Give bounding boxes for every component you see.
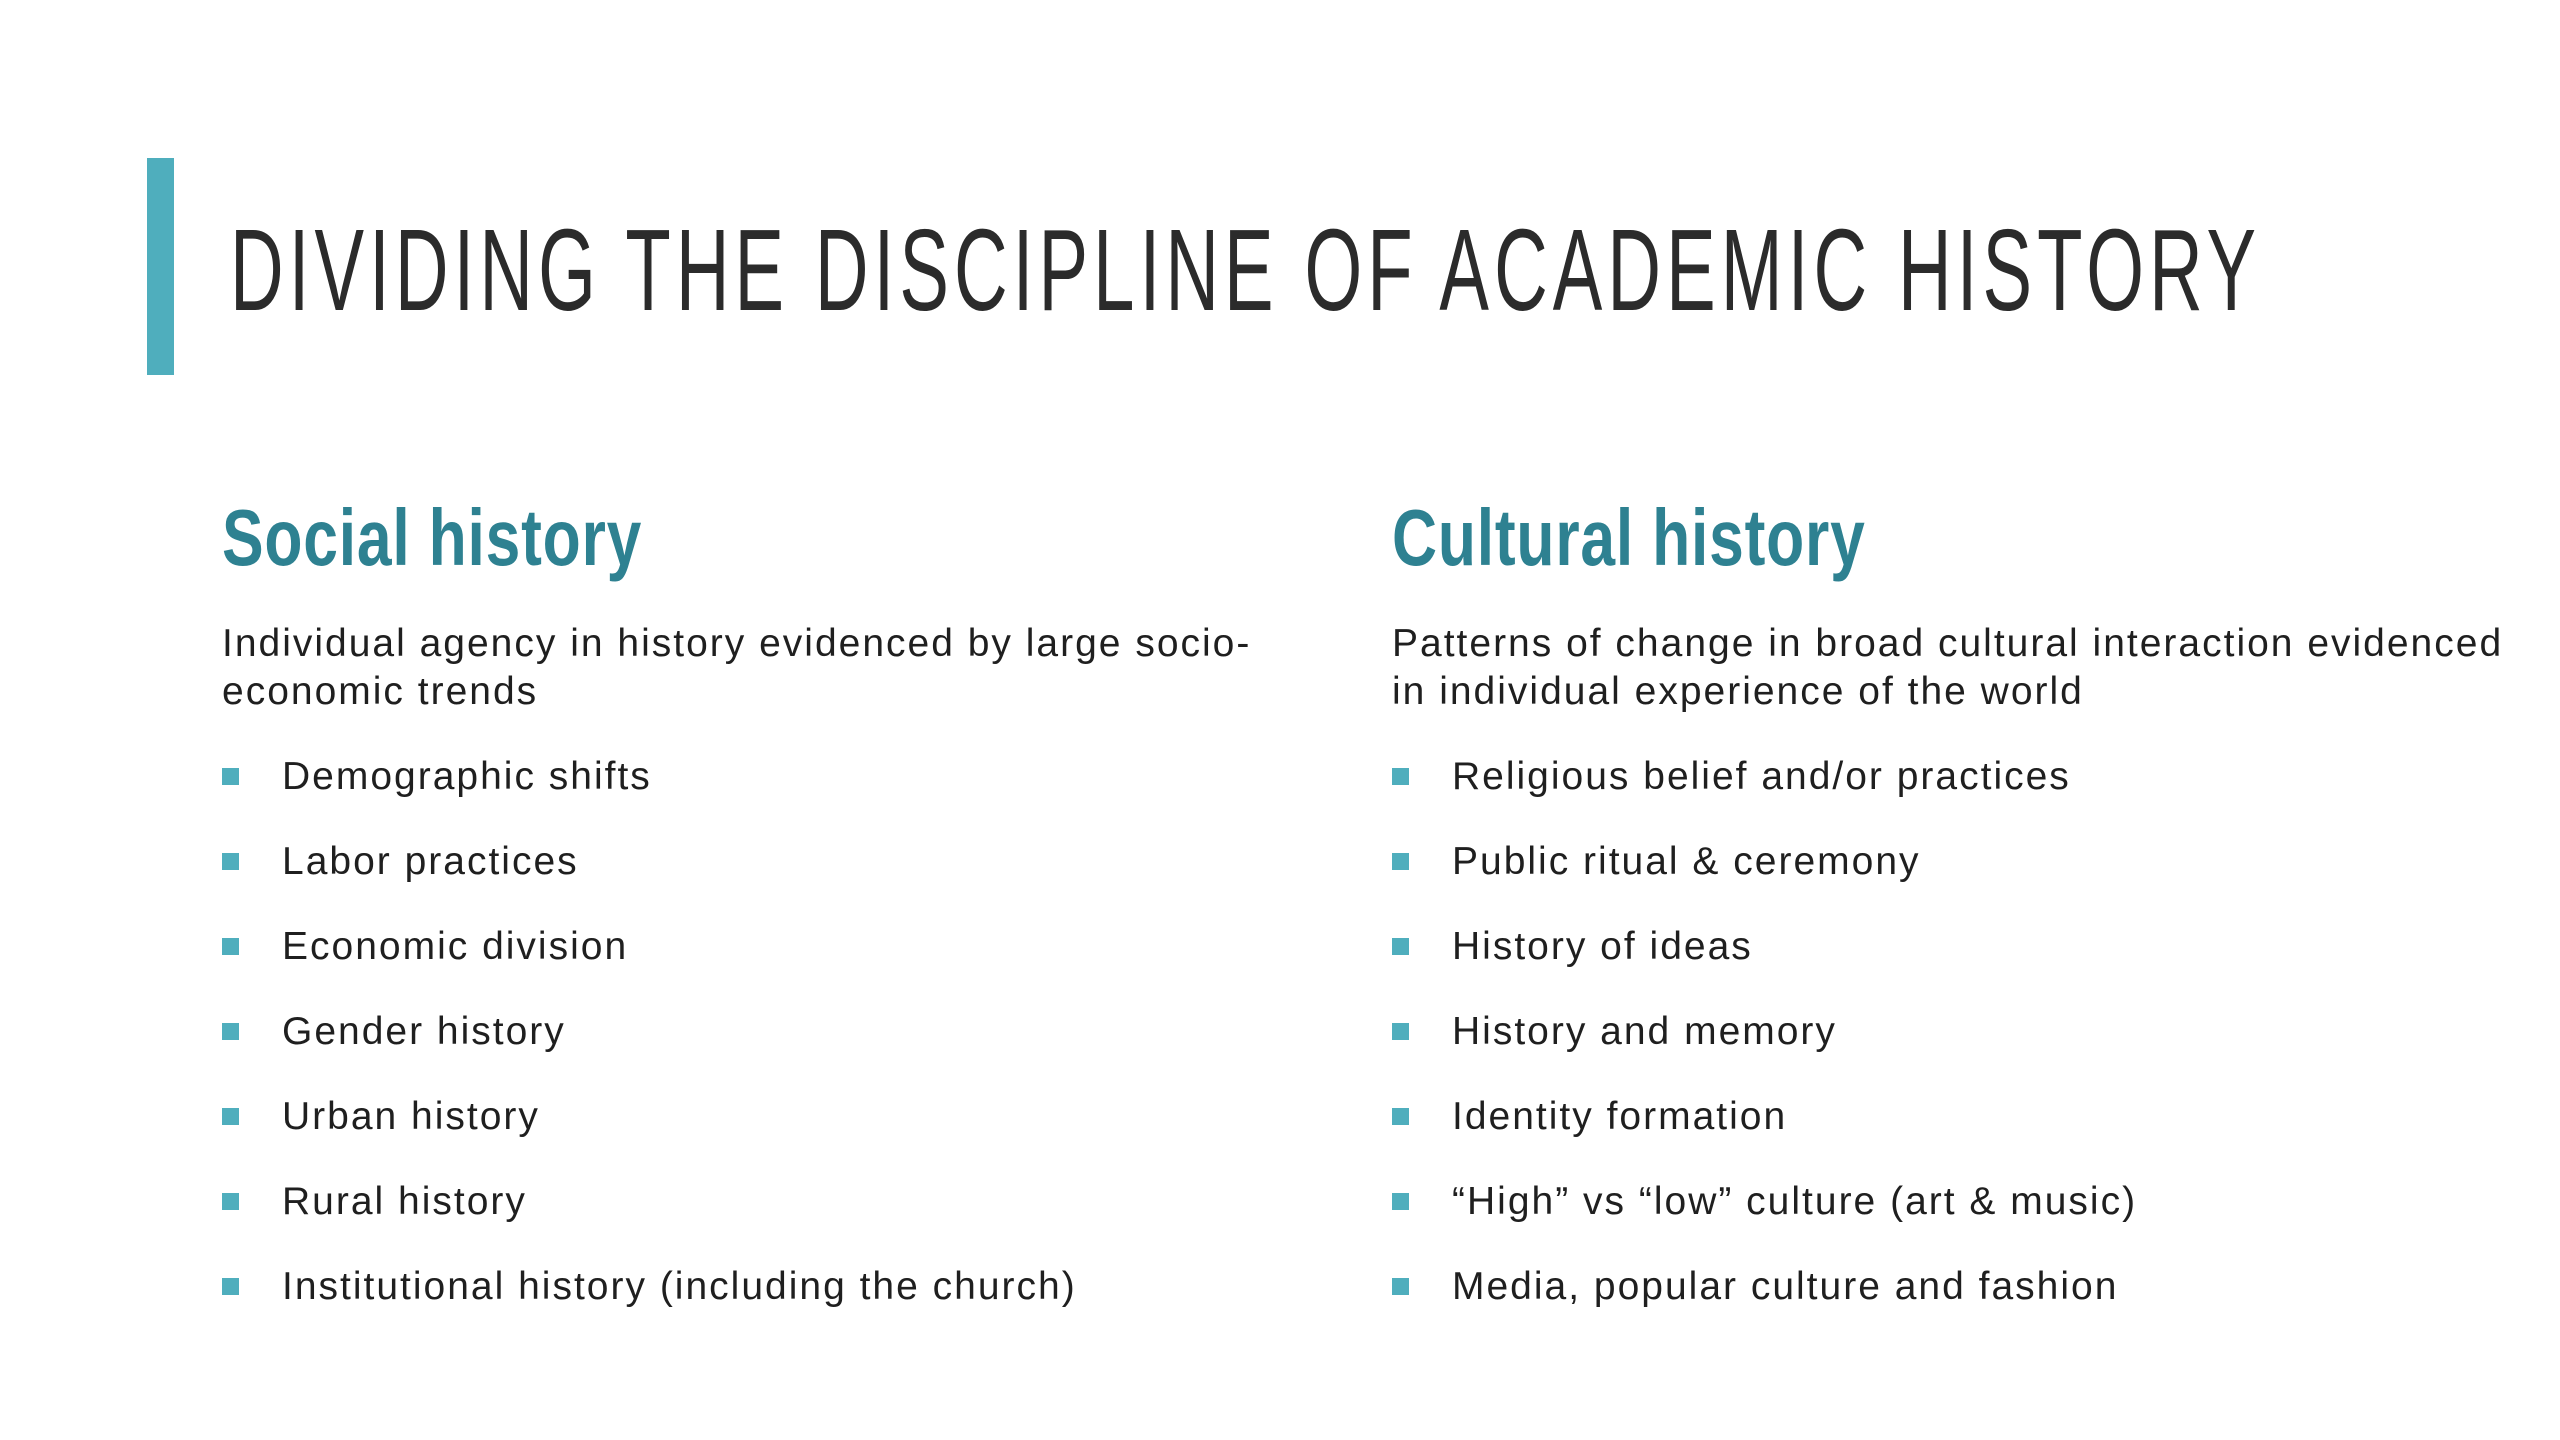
list-item (1392, 989, 2507, 1074)
slide-title: DIVIDING THE DISCIPLINE OF ACADEMIC HISTORY (230, 205, 2262, 335)
list-item-label: “High” vs “low” culture (art & music) (1452, 1179, 2138, 1223)
social-history-description: Individual agency in history evidenced by large socio-economic trends (222, 622, 1252, 713)
cultural-history-heading: Cultural history (1392, 493, 1866, 582)
list-item-label: Demographic shifts (282, 754, 652, 798)
list-item (1392, 1074, 2507, 1159)
list-item (222, 989, 1302, 1074)
bullet-square-icon (1392, 853, 1409, 870)
list-item (222, 734, 1302, 819)
list-item (222, 904, 1302, 989)
list-item-label: Gender history (282, 1009, 566, 1053)
list-item (1392, 1244, 2507, 1329)
bullet-square-icon (1392, 768, 1409, 785)
list-item (222, 1159, 1302, 1244)
list-item-label: Media, popular culture and fashion (1452, 1264, 2119, 1308)
list-item-label: Public ritual & ceremony (1452, 839, 1921, 883)
list-item-label: Institutional history (including the church) (282, 1264, 1077, 1308)
list-item (1392, 1159, 2507, 1244)
list-item-label: Economic division (282, 924, 629, 968)
list-item-label: Urban history (282, 1094, 540, 1138)
bullet-square-icon (222, 768, 239, 785)
accent-bar (147, 158, 174, 375)
bullet-square-icon (222, 1023, 239, 1040)
list-item (1392, 819, 2507, 904)
bullet-square-icon (1392, 1193, 1409, 1210)
column-social-history (222, 493, 1302, 1329)
bullet-square-icon (222, 1278, 239, 1295)
social-history-heading: Social history (222, 493, 643, 582)
bullet-square-icon (1392, 1023, 1409, 1040)
list-item-label: Labor practices (282, 839, 579, 883)
list-item (1392, 734, 2507, 819)
list-item-label: History and memory (1452, 1009, 1837, 1053)
bullet-square-icon (1392, 1108, 1409, 1125)
bullet-square-icon (222, 1108, 239, 1125)
list-item (222, 1244, 1302, 1329)
list-item (1392, 904, 2507, 989)
list-item (222, 1074, 1302, 1159)
social-history-bullet-list (222, 734, 1302, 1329)
bullet-square-icon (222, 853, 239, 870)
list-item-label: Rural history (282, 1179, 527, 1223)
bullet-square-icon (222, 1193, 239, 1210)
bullet-square-icon (1392, 938, 1409, 955)
list-item (222, 819, 1302, 904)
list-item-label: Religious belief and/or practices (1452, 754, 2071, 798)
cultural-history-bullet-list (1392, 734, 2507, 1329)
cultural-history-description: Patterns of change in broad cultural interaction evidenced in individual experience of the world (1392, 622, 2504, 713)
bullet-square-icon (222, 938, 239, 955)
list-item-label: Identity formation (1452, 1094, 1788, 1138)
list-item-label: History of ideas (1452, 924, 1753, 968)
column-cultural-history (1392, 493, 2507, 1329)
bullet-square-icon (1392, 1278, 1409, 1295)
